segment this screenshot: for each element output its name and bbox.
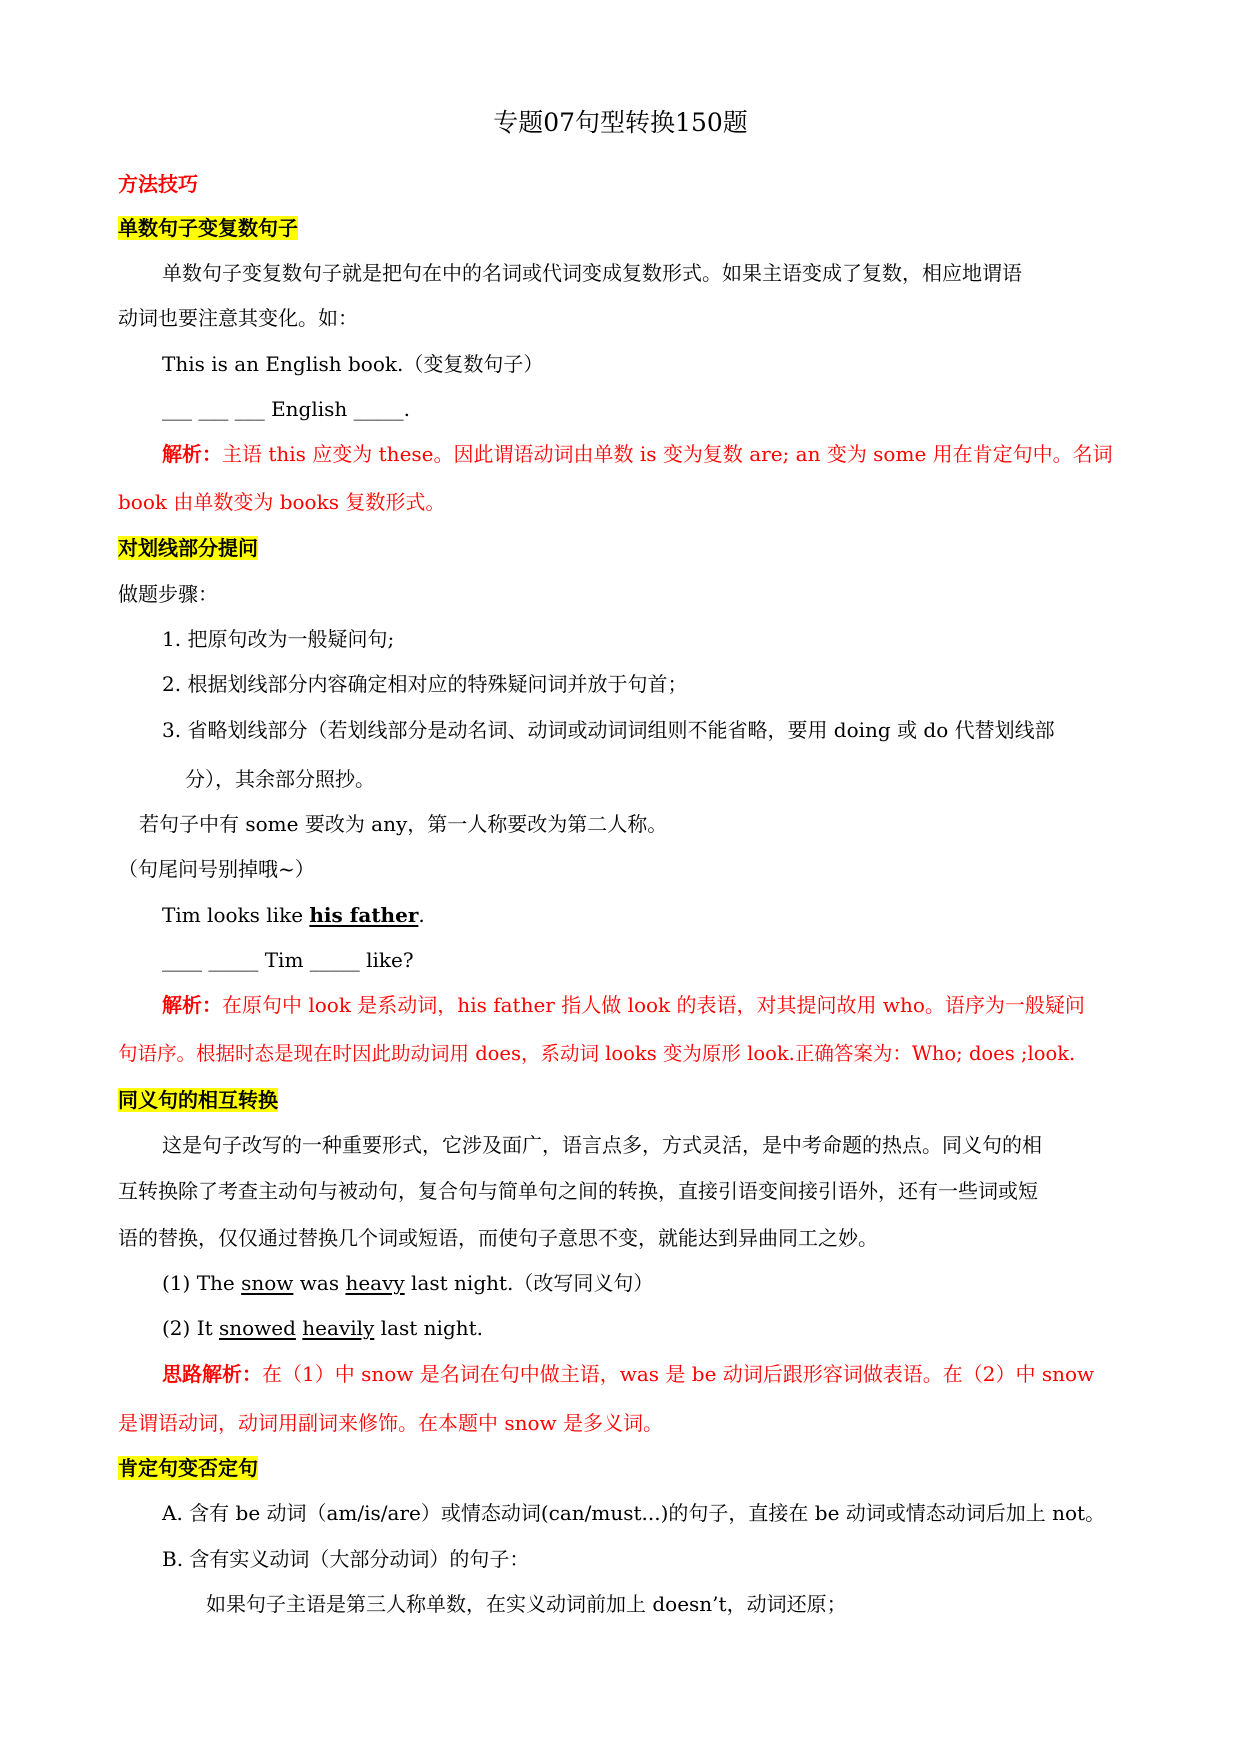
example-sentence: This is an English book.（变复数句子） — [162, 352, 544, 376]
underlined-word: snowed — [218, 1316, 296, 1340]
rule-line: A. 含有 be 动词（am/is/are）或情态动词(can/must...)的句子，直接在 be 动词或情态动词后加上 not。 — [162, 1501, 1106, 1525]
analysis-text: 主语 this 应变为 these。因此谓语动词由单数 is 变为复数 are; an 变为 some 用在肯定句中。名词 — [222, 442, 1113, 466]
section-method-heading: 方法技巧 — [118, 172, 198, 196]
example-blank: ____ _____ Tim _____ like? — [162, 948, 414, 972]
example-sentence — [162, 1315, 483, 1341]
step-item: 2. 根据划线部分内容确定相对应的特殊疑问词并放于句首； — [162, 672, 688, 696]
text-run: last night. — [374, 1316, 484, 1340]
steps-intro: 做题步骤： — [118, 582, 218, 606]
highlight: 同义句的相互转换 — [118, 1088, 278, 1112]
text-run: last night.（改写同义句） — [404, 1271, 654, 1295]
underlined-word: heavily — [302, 1316, 375, 1340]
analysis-line — [162, 441, 1113, 467]
text-run: Tim looks like — [162, 903, 310, 927]
text-run: . — [418, 903, 425, 927]
rule-line: B. 含有实义动词（大部分动词）的句子： — [162, 1547, 530, 1571]
example-blank: ___ ___ ___ English _____. — [162, 397, 411, 421]
rule-subline: 如果句子主语是第三人称单数，在实义动词前加上 doesn’t，动词还原； — [206, 1592, 847, 1616]
text-run: (2) It — [162, 1316, 219, 1340]
example-sentence — [162, 902, 425, 928]
analysis-label: 解析： — [162, 993, 222, 1017]
heading-singular-to-plural — [118, 215, 298, 241]
text-run: (1) The — [162, 1271, 242, 1295]
analysis-line — [162, 1361, 1094, 1387]
note-line: （句尾问号别掉哦~） — [118, 857, 315, 881]
underlined-word: snow — [241, 1271, 294, 1295]
highlight: 单数句子变复数句子 — [118, 216, 298, 240]
paragraph-line: 动词也要注意其变化。如： — [118, 306, 358, 330]
paragraph-line: 这是句子改写的一种重要形式，它涉及面广，语言点多，方式灵活，是中考命题的热点。同义句的相 — [162, 1133, 1042, 1157]
note-line: 若句子中有 some 要改为 any，第一人称要改为第二人称。 — [139, 812, 668, 836]
page-title: 专题07句型转换150题 — [493, 108, 748, 137]
idea-label: 思路解析： — [162, 1362, 262, 1386]
heading-affirmative-to-negative — [118, 1455, 258, 1481]
text-run: was — [293, 1271, 346, 1295]
highlight: 肯定句变否定句 — [118, 1456, 258, 1480]
step-item-continued: 分），其余部分照抄。 — [185, 767, 375, 791]
analysis-label: 解析： — [162, 442, 222, 466]
example-sentence — [162, 1270, 653, 1296]
heading-question-underlined — [118, 535, 258, 561]
underlined-word: heavy — [345, 1271, 405, 1295]
paragraph-line: 语的替换，仅仅通过替换几个词或短语，而使句子意思不变，就能达到异曲同工之妙。 — [118, 1226, 878, 1250]
analysis-line: 句语序。根据时态是现在时因此助动词用 does，系动词 looks 变为原形 look.正确答案为：Who; does ;look. — [118, 1042, 1076, 1065]
heading-synonymous-sentences — [118, 1087, 278, 1113]
paragraph-line: 单数句子变复数句子就是把句在中的名词或代词变成复数形式。如果主语变成了复数，相应地谓语 — [162, 261, 1022, 285]
highlight: 对划线部分提问 — [118, 536, 258, 560]
step-item: 3. 省略划线部分（若划线部分是动名词、动词或动词词组则不能省略，要用 doing 或 do 代替划线部 — [162, 718, 1055, 742]
analysis-line — [162, 992, 1085, 1018]
analysis-line: book 由单数变为 books 复数形式。 — [118, 490, 446, 514]
analysis-line: 是谓语动词，动词用副词来修饰。在本题中 snow 是多义词。 — [118, 1411, 664, 1435]
analysis-text: 在原句中 look 是系动词，his father 指人做 look 的表语，对其提问故用 who。语序为一般疑问 — [222, 993, 1085, 1017]
analysis-text: 在（1）中 snow 是名词在句中做主语，was 是 be 动词后跟形容词做表语。在（2）中 snow — [262, 1362, 1095, 1386]
step-item: 1. 把原句改为一般疑问句; — [162, 627, 395, 651]
underlined-phrase: his father — [309, 903, 419, 927]
paragraph-line: 互转换除了考查主动句与被动句，复合句与简单句之间的转换，直接引语变间接引语外，还有一些词或短 — [118, 1179, 1038, 1203]
